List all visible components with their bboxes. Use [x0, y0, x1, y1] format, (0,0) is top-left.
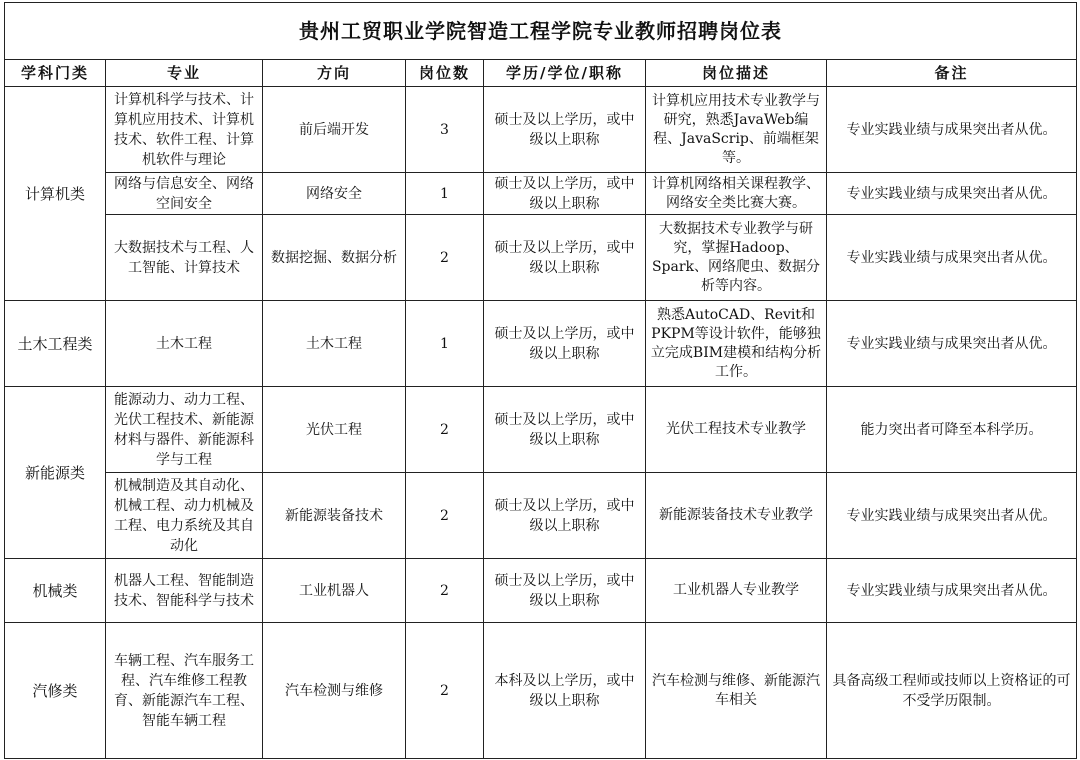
education-cell: 硕士及以上学历，或中级以上职称: [484, 87, 646, 173]
education-cell: 硕士及以上学历，或中级以上职称: [484, 473, 646, 559]
major-cell: 计算机科学与技术、计算机应用技术、计算机技术、软件工程、计算机软件与理论: [106, 87, 263, 173]
count-cell: 2: [406, 215, 484, 301]
count-cell: 3: [406, 87, 484, 173]
description-cell: 计算机网络相关课程教学、网络安全类比赛大赛。: [646, 173, 827, 215]
category-cell: 汽修类: [5, 623, 106, 759]
header-major: 专业: [106, 60, 263, 87]
major-cell: 大数据技术与工程、人工智能、计算技术: [106, 215, 263, 301]
header-note: 备注: [827, 60, 1077, 87]
major-cell: 机器人工程、智能制造技术、智能科学与技术: [106, 559, 263, 623]
table-row: [5, 87, 1077, 173]
note-cell: 专业实践业绩与成果突出者从优。: [827, 87, 1077, 173]
note-cell: 专业实践业绩与成果突出者从优。: [827, 173, 1077, 215]
major-cell: 车辆工程、汽车服务工程、汽车维修工程教育、新能源汽车工程、智能车辆工程: [106, 623, 263, 759]
note-cell: 专业实践业绩与成果突出者从优。: [827, 473, 1077, 559]
count-cell: 2: [406, 559, 484, 623]
major-cell: 网络与信息安全、网络空间安全: [106, 173, 263, 215]
note-cell: 具备高级工程师或技师以上资格证的可不受学历限制。: [827, 623, 1077, 759]
description-cell: 计算机应用技术专业教学与研究，熟悉JavaWeb编程、JavaScrip、前端框架等。: [646, 87, 827, 173]
direction-cell: 前后端开发: [263, 87, 406, 173]
education-cell: 硕士及以上学历，或中级以上职称: [484, 559, 646, 623]
direction-cell: 光伏工程: [263, 387, 406, 473]
header-description: 岗位描述: [646, 60, 827, 87]
description-cell: 工业机器人专业教学: [646, 559, 827, 623]
description-cell: 大数据技术专业教学与研究，掌握Hadoop、Spark、网络爬虫、数据分析等内容。: [646, 215, 827, 301]
table-row: [5, 623, 1077, 759]
header-category: 学科门类: [5, 60, 106, 87]
major-cell: 能源动力、动力工程、光伏工程技术、新能源材料与器件、新能源科学与工程: [106, 387, 263, 473]
education-cell: 硕士及以上学历，或中级以上职称: [484, 387, 646, 473]
count-cell: 2: [406, 473, 484, 559]
table-row: [5, 173, 1077, 215]
direction-cell: 数据挖掘、数据分析: [263, 215, 406, 301]
table-title: 贵州工贸职业学院智造工程学院专业教师招聘岗位表: [5, 3, 1077, 60]
header-direction: 方向: [263, 60, 406, 87]
major-cell: 土木工程: [106, 301, 263, 387]
table-row: [5, 301, 1077, 387]
direction-cell: 新能源装备技术: [263, 473, 406, 559]
header-row: [5, 60, 1077, 87]
direction-cell: 工业机器人: [263, 559, 406, 623]
direction-cell: 土木工程: [263, 301, 406, 387]
category-cell: 计算机类: [5, 87, 106, 301]
direction-cell: 网络安全: [263, 173, 406, 215]
description-cell: 新能源装备技术专业教学: [646, 473, 827, 559]
major-cell: 机械制造及其自动化、机械工程、动力机械及工程、电力系统及其自动化: [106, 473, 263, 559]
table-row: [5, 559, 1077, 623]
description-cell: 汽车检测与维修、新能源汽车相关: [646, 623, 827, 759]
count-cell: 2: [406, 623, 484, 759]
education-cell: 硕士及以上学历，或中级以上职称: [484, 173, 646, 215]
education-cell: 本科及以上学历，或中级以上职称: [484, 623, 646, 759]
category-cell: 土木工程类: [5, 301, 106, 387]
note-cell: 专业实践业绩与成果突出者从优。: [827, 215, 1077, 301]
header-education: 学历/学位/职称: [484, 60, 646, 87]
description-cell: 光伏工程技术专业教学: [646, 387, 827, 473]
count-cell: 1: [406, 301, 484, 387]
note-cell: 专业实践业绩与成果突出者从优。: [827, 301, 1077, 387]
table-row: [5, 473, 1077, 559]
count-cell: 2: [406, 387, 484, 473]
category-cell: 新能源类: [5, 387, 106, 559]
table-row: [5, 387, 1077, 473]
direction-cell: 汽车检测与维修: [263, 623, 406, 759]
note-cell: 专业实践业绩与成果突出者从优。: [827, 559, 1077, 623]
note-cell: 能力突出者可降至本科学历。: [827, 387, 1077, 473]
category-cell: 机械类: [5, 559, 106, 623]
education-cell: 硕士及以上学历，或中级以上职称: [484, 215, 646, 301]
header-count: 岗位数: [406, 60, 484, 87]
count-cell: 1: [406, 173, 484, 215]
table-row: [5, 215, 1077, 301]
education-cell: 硕士及以上学历，或中级以上职称: [484, 301, 646, 387]
recruitment-table: [4, 2, 1077, 759]
description-cell: 熟悉AutoCAD、Revit和PKPM等设计软件，能够独立完成BIM建模和结构分析工作。: [646, 301, 827, 387]
